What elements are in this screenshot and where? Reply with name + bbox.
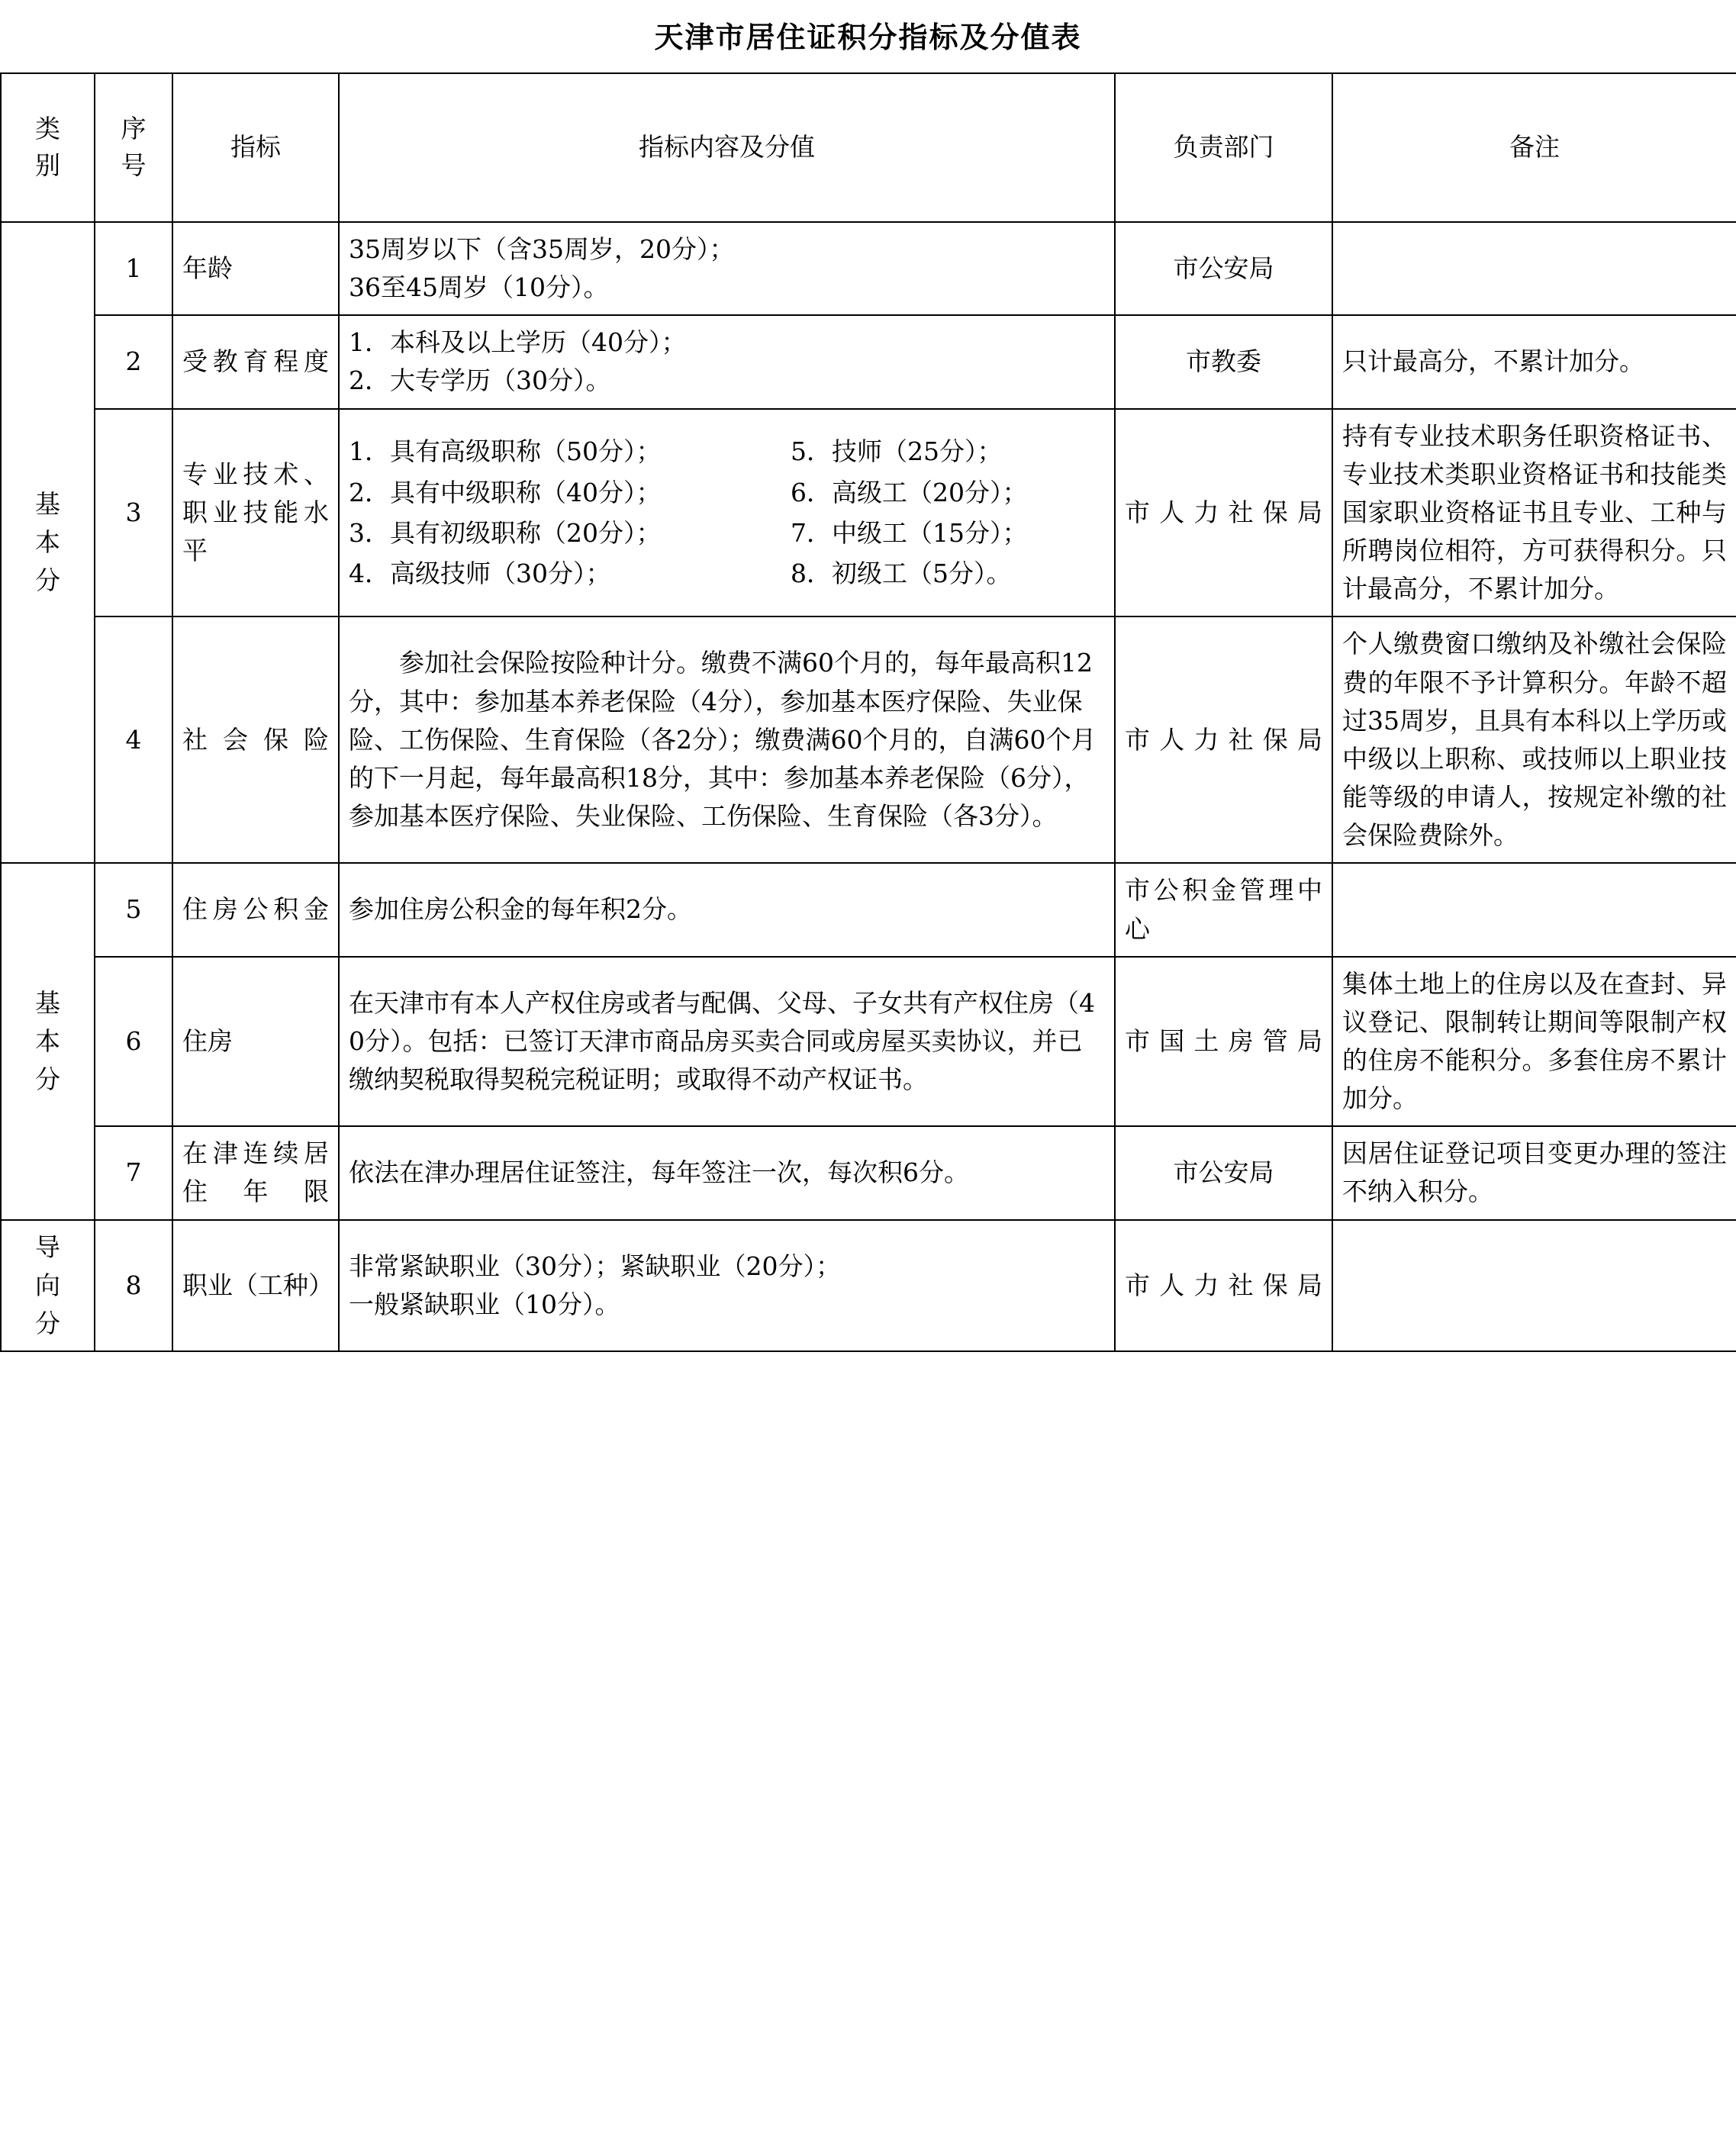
department-name: 市公安局 — [1115, 222, 1332, 315]
remark-cell — [1332, 863, 1736, 956]
header-department-label: 负责部门 — [1173, 132, 1274, 163]
header-serial-label: 序号 — [121, 114, 147, 180]
content-cell — [339, 222, 1115, 315]
page-title: 天津市居住证积分指标及分值表 — [654, 20, 1082, 54]
department-name: 市公积金管理中心 — [1115, 863, 1332, 956]
indicator-name: 在津连续居住年限 — [172, 1126, 339, 1219]
serial-number: 5 — [95, 863, 172, 956]
content-line: 35周岁以下（含35周岁，20分）； — [349, 234, 735, 264]
content-line: 36至45周岁（10分）。 — [349, 272, 609, 303]
table-row — [1, 957, 1736, 1127]
remark-cell — [1332, 222, 1736, 315]
content-two-columns — [349, 431, 1105, 594]
serial-number: 4 — [95, 616, 172, 863]
indicator-name: 年龄 — [172, 222, 339, 315]
content-line: 7．中级工（15分）； — [790, 518, 1028, 549]
table-row — [1, 1220, 1736, 1351]
department-name: 市人力社保局 — [1115, 1220, 1332, 1351]
category-cell-guidance — [1, 1220, 95, 1351]
category-label: 导向分 — [35, 1231, 60, 1338]
department-name: 市公安局 — [1115, 1126, 1332, 1219]
category-label: 基本分 — [35, 987, 60, 1095]
category-label: 基本分 — [35, 488, 60, 596]
score-indicator-table — [0, 72, 1736, 1352]
content-line: 6．高级工（20分）； — [790, 477, 1028, 507]
content-line: 1．本科及以上学历（40分）； — [349, 327, 687, 358]
category-cell-basic-2 — [1, 863, 95, 1219]
table-row — [1, 616, 1736, 863]
remark-cell — [1332, 1220, 1736, 1351]
header-indicator — [172, 73, 339, 222]
department-name: 市人力社保局 — [1115, 409, 1332, 617]
table-row — [1, 1126, 1736, 1219]
remark-cell: 持有专业技术职务任职资格证书、专业技术类职业资格证书和技能类国家职业资格证书且专业、工种与所聘岗位相符，方可获得积分。只计最高分，不累计加分。 — [1332, 409, 1736, 617]
indicator-name: 职业（工种） — [172, 1220, 339, 1351]
table-row — [1, 315, 1736, 408]
indicator-name: 社会保险 — [172, 616, 339, 863]
department-name: 市人力社保局 — [1115, 616, 1332, 863]
header-category — [1, 73, 95, 222]
content-line: 一般紧缺职业（10分）。 — [349, 1289, 620, 1319]
table-row — [1, 863, 1736, 956]
serial-number: 7 — [95, 1126, 172, 1219]
table-row — [1, 409, 1736, 617]
table-header-row — [1, 73, 1736, 222]
remark-cell: 集体土地上的住房以及在查封、异议登记、限制转让期间等限制产权的住房不能积分。多套住房不累计加分。 — [1332, 957, 1736, 1127]
serial-number: 8 — [95, 1220, 172, 1351]
header-content-label: 指标内容及分值 — [639, 132, 815, 163]
table-row — [1, 222, 1736, 315]
serial-number: 6 — [95, 957, 172, 1127]
content-line: 5．技师（25分）； — [790, 436, 1003, 467]
content-line: 2．具有中级职称（40分）； — [349, 477, 662, 507]
remark-cell: 个人缴费窗口缴纳及补缴社会保险费的年限不予计算积分。年龄不超过35周岁，且具有本科以上学历或中级以上职称、或技师以上职业技能等级的申请人，按规定补缴的社会保险费除外。 — [1332, 616, 1736, 863]
content-cell — [339, 1220, 1115, 1351]
department-name: 市教委 — [1115, 315, 1332, 408]
content-cell: 依法在津办理居住证签注，每年签注一次，每次积6分。 — [339, 1126, 1115, 1219]
indicator-name: 受教育程度 — [172, 315, 339, 408]
content-line: 3．具有初级职称（20分）； — [349, 518, 662, 549]
serial-number: 2 — [95, 315, 172, 408]
header-category-label: 类别 — [35, 114, 60, 180]
category-cell-basic-1 — [1, 222, 95, 863]
content-line: 1．具有高级职称（50分）； — [349, 436, 662, 467]
content-column-right — [772, 431, 1105, 594]
header-indicator-label: 指标 — [230, 132, 281, 163]
remark-cell: 只计最高分，不累计加分。 — [1332, 315, 1736, 408]
content-line: 8．初级工（5分）。 — [790, 559, 1012, 589]
content-cell: 参加住房公积金的每年积2分。 — [339, 863, 1115, 956]
header-department — [1115, 73, 1332, 222]
indicator-name: 住房 — [172, 957, 339, 1127]
header-serial — [95, 73, 172, 222]
department-name: 市国土房管局 — [1115, 957, 1332, 1127]
content-cell — [339, 315, 1115, 408]
content-line: 2．大专学历（30分）。 — [349, 365, 611, 396]
content-line: 4．高级技师（30分）； — [349, 559, 611, 589]
content-cell — [339, 409, 1115, 617]
indicator-name: 专业技术、职业技能水平 — [172, 409, 339, 617]
header-remark — [1332, 73, 1736, 222]
serial-number: 1 — [95, 222, 172, 315]
content-line: 非常紧缺职业（30分）；紧缺职业（20分）； — [349, 1251, 841, 1281]
indicator-name: 住房公积金 — [172, 863, 339, 956]
serial-number: 3 — [95, 409, 172, 617]
header-remark-label: 备注 — [1509, 132, 1560, 163]
content-column-left — [349, 431, 772, 594]
remark-cell: 因居住证登记项目变更办理的签注不纳入积分。 — [1332, 1126, 1736, 1219]
content-cell: 在天津市有本人产权住房或者与配偶、父母、子女共有产权住房（40分）。包括：已签订天津市商品房买卖合同或房屋买卖协议，并已缴纳契税取得契税完税证明；或取得不动产权证书。 — [339, 957, 1115, 1127]
header-content — [339, 73, 1115, 222]
content-cell: 参加社会保险按险种计分。缴费不满60个月的，每年最高积12分，其中：参加基本养老保险（4分），参加基本医疗保险、失业保险、工伤保险、生育保险（各2分）；缴费满60个月的，自满60个月的下一月起，每年最高积18分，其中：参加基本养老保险（6分），参加基本医疗保险、失业保险、工伤保险、生育保险（各3分）。 — [339, 616, 1115, 863]
